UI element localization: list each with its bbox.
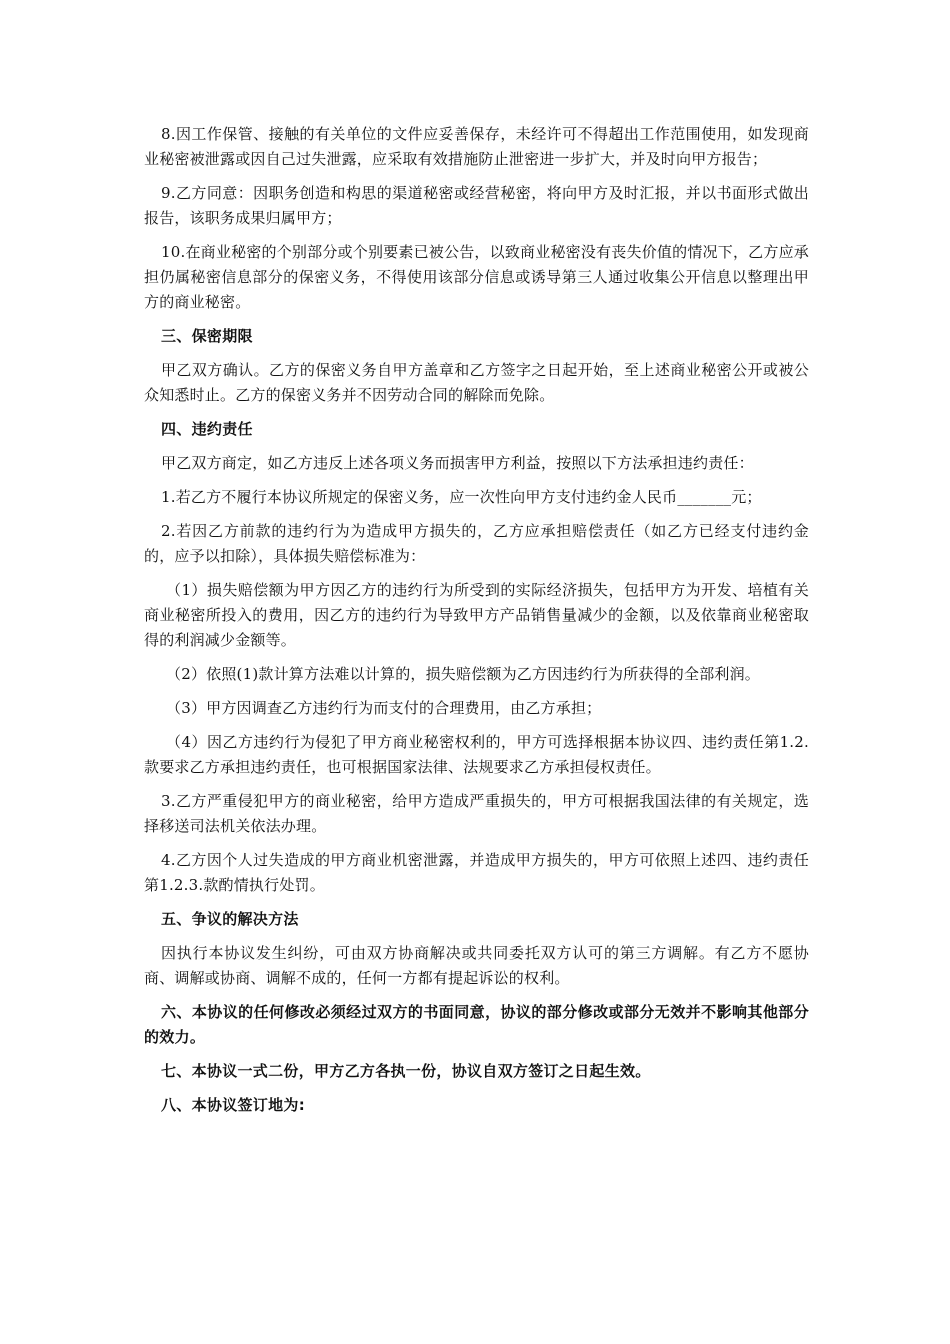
- clause-9: 9.乙方同意：因职务创造和构思的渠道秘密或经营秘密，将向甲方及时汇报，并以书面形式做出报告，该职务成果归属甲方；: [144, 184, 809, 227]
- clause-10: 10.在商业秘密的个别部分或个别要素已被公告，以致商业秘密没有丧失价值的情况下，乙方应承担仍属秘密信息部分的保密义务，不得使用该部分信息或诱导第三人通过收集公开信息以整理出甲方的商业秘密。: [144, 243, 809, 311]
- section-7-copies: 七、本协议一式二份，甲方乙方各执一份，协议自双方签订之日起生效。: [161, 1062, 651, 1080]
- liability-clause-2: 2.若因乙方前款的违约行为为造成甲方损失的，乙方应承担赔偿责任（如乙方已经支付违约金的，应予以扣除），具体损失赔偿标准为：: [144, 522, 809, 565]
- liability-intro: 甲乙双方商定，如乙方违反上述各项义务而损害甲方利益，按照以下方法承担违约责任：: [161, 454, 754, 472]
- liability-clause-3: 3.乙方严重侵犯甲方的商业秘密，给甲方造成严重损失的，甲方可根据我国法律的有关规定，选择移送司法机关依法办理。: [144, 792, 809, 835]
- liability-subclause-4: （4）因乙方违约行为侵犯了甲方商业秘密权利的，甲方可选择根据本协议四、违约责任第1.2.款要求乙方承担违约责任，也可根据国家法律、法规要求乙方承担侵权责任。: [144, 733, 809, 776]
- liability-subclause-1: （1）损失赔偿额为甲方因乙方的违约行为所受到的实际经济损失，包括甲方为开发、培植有关商业秘密所投入的费用，因乙方的违约行为导致甲方产品销售量减少的金额，以及依靠商业秘密取得的利润减少金额等。: [144, 581, 809, 649]
- liability-clause-4: 4.乙方因个人过失造成的甲方商业机密泄露，并造成甲方损失的，甲方可依照上述四、违约责任 第1.2.3.款酌情执行处罚。: [144, 851, 809, 894]
- dispute-resolution-text: 因执行本协议发生纠纷，可由双方协商解决或共同委托双方认可的第三方调解。有乙方不愿协商、调解或协商、调解不成的，任何一方都有提起诉讼的权利。: [144, 944, 809, 987]
- section-6-amendments: 六、本协议的任何修改必须经过双方的书面同意，协议的部分修改或部分无效并不影响其他部分的效力。: [144, 1003, 809, 1046]
- liability-clause-1: 1.若乙方不履行本协议所规定的保密义务，应一次性向甲方支付违约金人民币_______元；: [161, 488, 762, 506]
- section-8-signing-place: 八、本协议签订地为:: [161, 1096, 305, 1114]
- section-heading-dispute-resolution: 五、争议的解决方法: [161, 910, 299, 928]
- section-heading-confidentiality-period: 三、保密期限: [161, 327, 253, 345]
- clause-8: 8.因工作保管、接触的有关单位的文件应妥善保存，未经许可不得超出工作范围使用，如发现商业秘密被泄露或因自己过失泄露，应采取有效措施防止泄密进一步扩大，并及时向甲方报告；: [144, 125, 809, 168]
- confidentiality-period-text: 甲乙双方确认。乙方的保密义务自甲方盖章和乙方签字之日起开始，至上述商业秘密公开或被公众知悉时止。乙方的保密义务并不因劳动合同的解除而免除。: [144, 361, 809, 404]
- section-heading-liability: 四、违约责任: [161, 420, 253, 438]
- document-body: [144, 122, 809, 1127]
- liability-subclause-3: （3）甲方因调查乙方违约行为而支付的合理费用，由乙方承担；: [166, 699, 602, 717]
- liability-subclause-2: （2）依照(1)款计算方法难以计算的，损失赔偿额为乙方因违约行为所获得的全部利润。: [166, 665, 760, 683]
